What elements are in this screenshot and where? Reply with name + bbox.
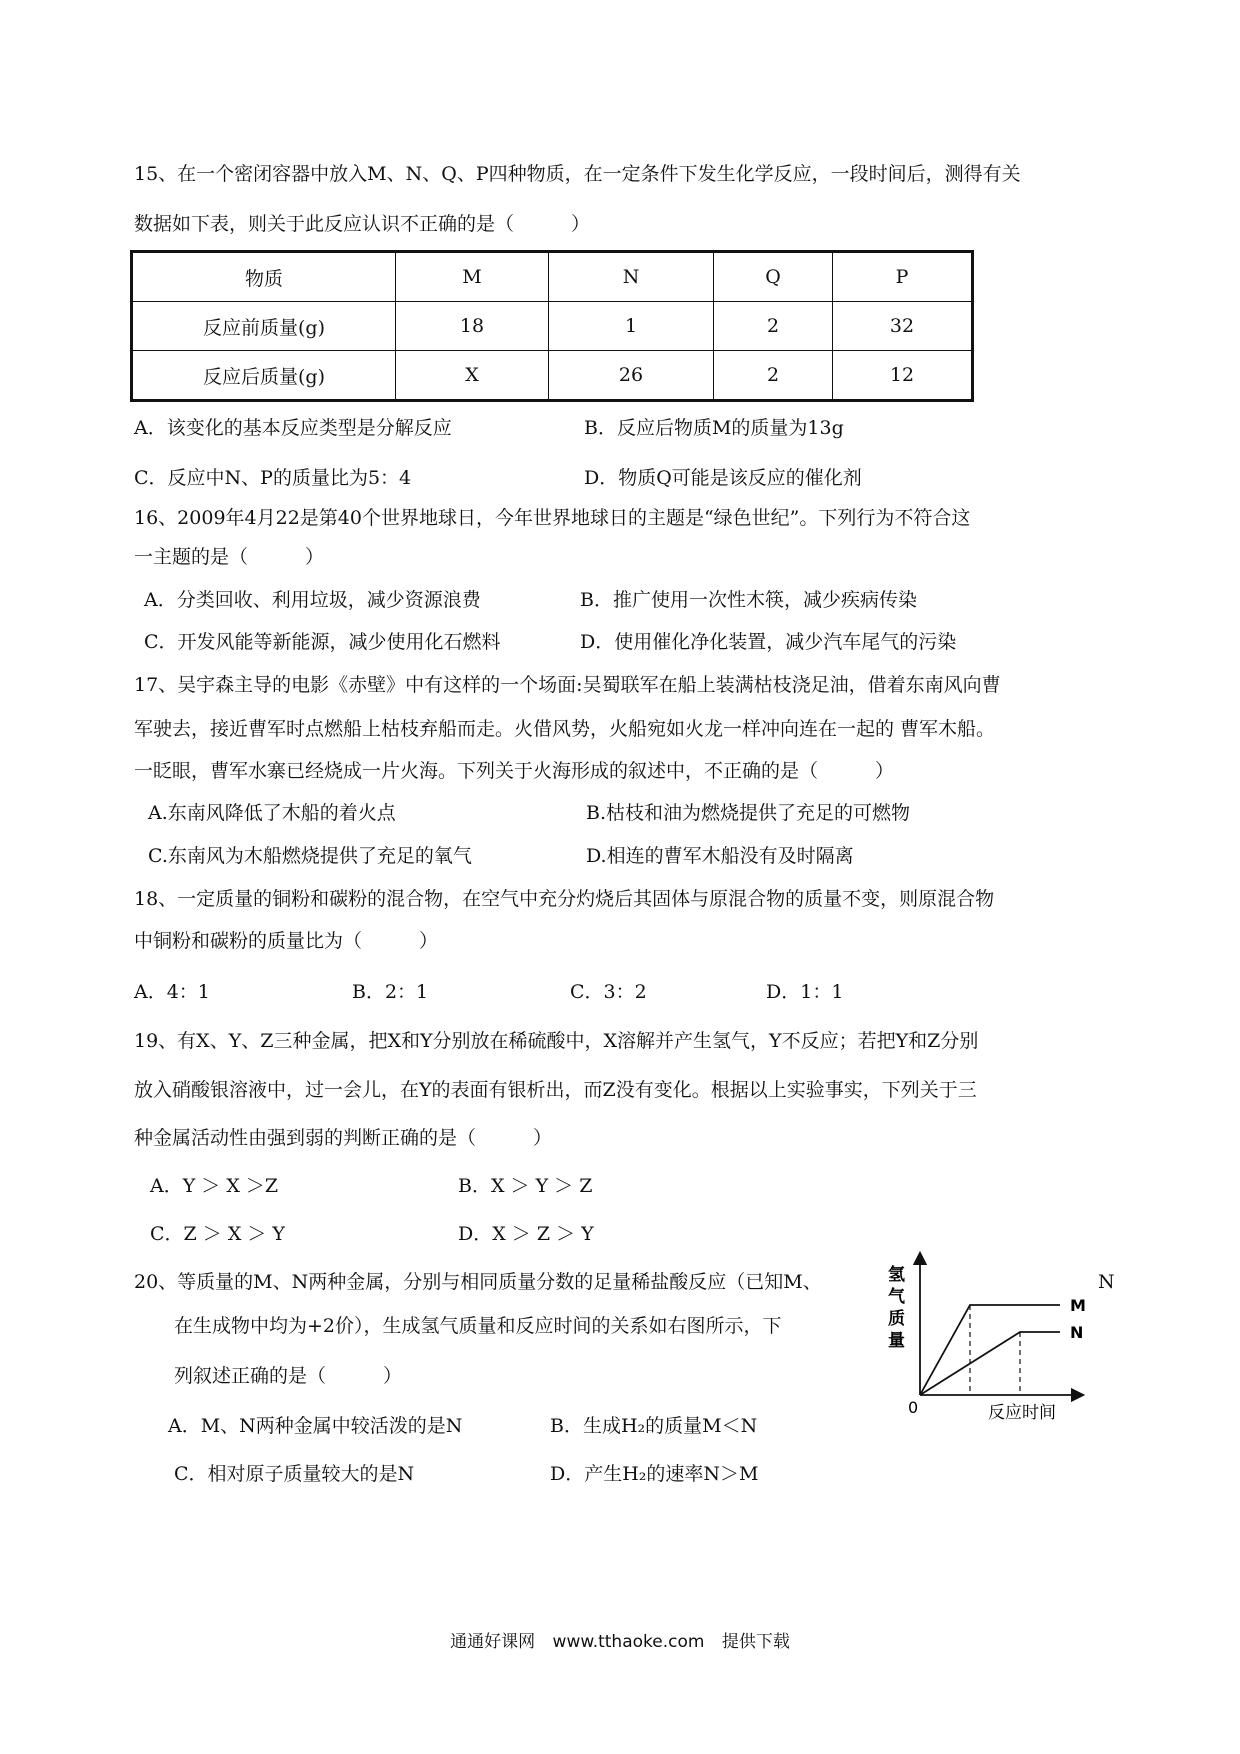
q18-stem-line1: 18、一定质量的铜粉和碳粉的混合物，在空气中充分灼烧后其固体与原混合物的质量不变，则原混合物 [134, 888, 995, 910]
q15-option-c[interactable]: C．反应中N、P的质量比为5：4 [134, 467, 412, 489]
q19-option-b[interactable]: B．X ＞ Y ＞ Z [458, 1175, 593, 1197]
y-axis-label-2: 气 [888, 1287, 905, 1307]
table-cell: 26 [549, 351, 714, 401]
q19-stem-line2: 放入硝酸银溶液中，过一会儿，在Y的表面有银析出，而Z没有变化。根据以上实验事实，下列关于三 [134, 1079, 977, 1101]
table-cell: X [396, 351, 549, 401]
q20-option-d[interactable]: D．产生H₂的速率N＞M [550, 1463, 759, 1485]
q15-option-d[interactable]: D．物质Q可能是该反应的催化剂 [584, 467, 862, 489]
q16-stem-line1: 16、2009年4月22是第40个世界地球日，今年世界地球日的主题是“绿色世纪”。下列行为不符合这 [134, 507, 971, 529]
q17-stem-line3: 一眨眼，曹军水寨已经烧成一片火海。下列关于火海形成的叙述中，不正确的是（ ） [134, 760, 895, 782]
series-line-n [920, 1332, 1060, 1395]
table-cell: 32 [833, 302, 973, 351]
q16-option-b[interactable]: B．推广使用一次性木筷，减少疾病传染 [580, 589, 917, 611]
q17-option-b[interactable]: B.枯枝和油为燃烧提供了充足的可燃物 [586, 802, 911, 824]
table-row [132, 351, 973, 401]
table-cell: 2 [714, 351, 833, 401]
table-cell: 反应前质量(g) [132, 302, 396, 351]
q15-stem-line2: 数据如下表，则关于此反应认识不正确的是（ ） [134, 213, 591, 235]
q15-option-a[interactable]: A．该变化的基本反应类型是分解反应 [134, 417, 452, 439]
table-row [132, 302, 973, 351]
q17-stem-line1: 17、吴宇森主导的电影《赤壁》中有这样的一个场面:吴蜀联军在船上装满枯枝浇足油，借着东南风向曹 [134, 674, 1001, 696]
q17-stem-line2: 军驶去，接近曹军时点燃船上枯枝弃船而走。火借风势，火船宛如火龙一样冲向连在一起的 曹军木船。 [134, 718, 996, 740]
q16-option-d[interactable]: D．使用催化净化装置，减少汽车尾气的污染 [580, 631, 957, 653]
table-cell: 12 [833, 351, 973, 401]
footer-note: 提供下载 [721, 1632, 790, 1652]
q16-option-a[interactable]: A．分类回收、利用垃圾，减少资源浪费 [144, 589, 481, 611]
table-cell: 反应后质量(g) [132, 351, 396, 401]
q17-option-c[interactable]: C.东南风为木船燃烧提供了充足的氧气 [148, 845, 472, 867]
footer-site: 通通好课网 [450, 1632, 536, 1652]
q17-option-d[interactable]: D.相连的曹军木船没有及时隔离 [586, 845, 854, 867]
q20-stem-line3: 列叙述正确的是（ ） [174, 1365, 403, 1387]
origin-label: 0 [908, 1398, 919, 1417]
table-cell: M [396, 252, 549, 302]
q20-graph [880, 1250, 1100, 1420]
q20-stem-line2: 在生成物中均为+2价），生成氢气质量和反应时间的关系如右图所示，下 [174, 1315, 782, 1337]
series-label-m: M [1070, 1296, 1086, 1315]
table-row [132, 252, 973, 302]
series-label-n: N [1070, 1323, 1084, 1342]
table-cell: 1 [549, 302, 714, 351]
q20-option-a[interactable]: A．M、N两种金属中较活泼的是N [168, 1415, 463, 1437]
q19-option-d[interactable]: D．X ＞ Z ＞ Y [458, 1223, 594, 1245]
table-cell: 18 [396, 302, 549, 351]
q17-option-a[interactable]: A.东南风降低了木船的着火点 [148, 802, 396, 824]
table-cell: 物质 [132, 252, 396, 302]
q20-option-c[interactable]: C．相对原子质量较大的是N [174, 1463, 415, 1485]
table-cell: 2 [714, 302, 833, 351]
q15-stem-line1: 15、在一个密闭容器中放入M、N、Q、P四种物质，在一定条件下发生化学反应，一段时间后，测得有关 [134, 163, 1021, 185]
q18-stem-line2: 中铜粉和碳粉的质量比为（ ） [134, 930, 439, 952]
q20-option-b[interactable]: B．生成H₂的质量M＜N [550, 1415, 758, 1437]
table-cell: N [549, 252, 714, 302]
table-cell: Q [714, 252, 833, 302]
footer-url[interactable]: www.tthaoke.com [552, 1632, 705, 1652]
x-axis-label: 反应时间 [988, 1403, 1056, 1420]
q16-stem-line2: 一主题的是（ ） [134, 546, 325, 568]
q16-option-c[interactable]: C．开发风能等新能源，减少使用化石燃料 [144, 631, 501, 653]
q19-stem-line3: 种金属活动性由强到弱的判断正确的是（ ） [134, 1127, 553, 1149]
q19-option-a[interactable]: A．Y ＞ X ＞Z [150, 1175, 279, 1197]
y-axis-label-3: 质 [888, 1309, 905, 1329]
q19-stem-line1: 19、有X、Y、Z三种金属，把X和Y分别放在稀硫酸中，X溶解并产生氢气，Y不反应；若把Y和Z分别 [134, 1030, 979, 1052]
q18-option-a[interactable]: A．4：1 [134, 981, 210, 1003]
q15-data-table [130, 250, 974, 402]
table-cell: P [833, 252, 973, 302]
q19-option-c[interactable]: C．Z ＞ X ＞ Y [150, 1223, 285, 1245]
y-axis-label-4: 量 [888, 1331, 905, 1351]
q18-option-d[interactable]: D．1：1 [766, 981, 844, 1003]
q18-option-c[interactable]: C．3：2 [570, 981, 647, 1003]
q18-option-b[interactable]: B．2：1 [352, 981, 429, 1003]
page-footer [0, 1627, 1240, 1652]
y-axis-label-1: 氢 [888, 1265, 905, 1285]
q20-stem-line1: 20、等质量的M、N两种金属，分别与相同质量分数的足量稀盐酸反应（已知M、 [134, 1271, 822, 1293]
q20-stray-n: N [1098, 1271, 1115, 1293]
q15-option-b[interactable]: B．反应后物质M的质量为13g [584, 417, 844, 439]
